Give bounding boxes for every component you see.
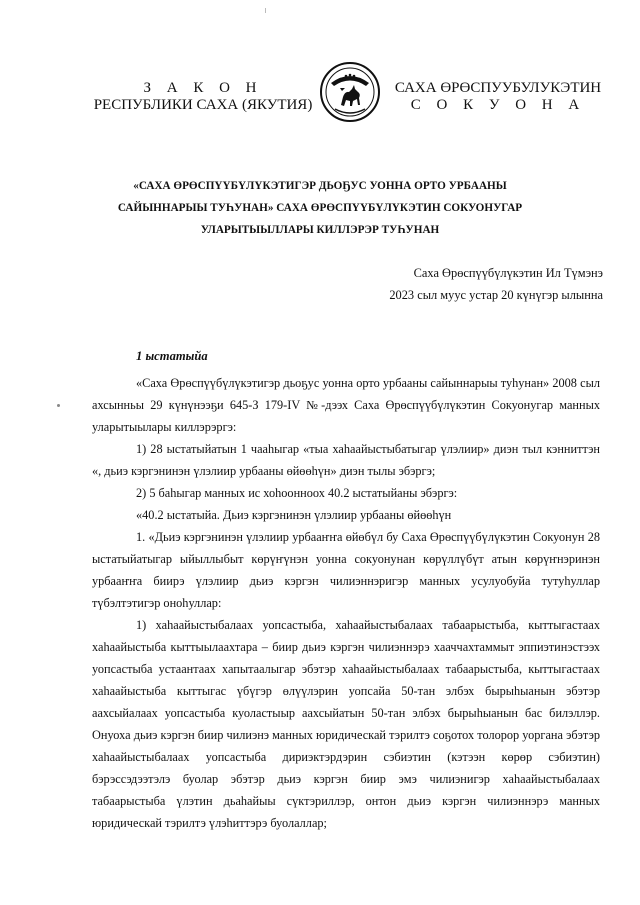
- header-sakha-label: САХА ӨРӨСПУУБУЛУКЭТИН: [394, 80, 602, 96]
- adoption-note: [389, 262, 603, 306]
- header-left: [88, 80, 318, 114]
- adoption-date: 2023 сыл муус устар 20 күнүгэр ылынна: [389, 288, 603, 302]
- paragraph: 1) хаһаайыстыбалаах уопсастыба, хаһаайыстыбалаах табаарыстыба, кыттыгастаах хаһаайыстыба кыттыылаахтара – биир дьиэ кэргэн чилиэннэрэ хааччахтаммыт эппиэтинэстээх уопсастыба устаантаах хапытаалыгар эбэтэр хаһаайыстыбалаах табаарыстыба, кыттыгастаах хаһаайыстыба кыттыгас үбүгэр өлүүлэрин уопсайа 50-тан элбэх бырыһыанын эбэтэр аахсыйалаах уопсастыба куоластыыр аахсыйатын 50-тан элбэх бырыһыанын бас билэллэр. Онуоха дьиэ кэргэн биир чилиэнэ манных юридическай тэрилтэ соҕотох толорор уоргана эбэтэр хаһаайыстыбалаах уопсастыба дириэктэрдэрин сэбиэтин (кэтээн көрөр сэбиэтин) бэрэссэдээтэлэ буолар эбэтэр дьиэ кэргэн биир эмэ чилиэнигэр хаһаайыстыбалаах табаарыстыба үлэтин дьаһайыы сүктэриллэр, онтон дьиэ кэргэн чилиэннэрэ манных юридическай тэрилтэ үлэһиттэрэ буолаллар;: [92, 618, 600, 830]
- scan-dot: [57, 404, 60, 407]
- scan-mark: [265, 8, 266, 13]
- paragraph: 1) 28 ыстатыйатын 1 чааһыгар «тыа хаһаайыстыбатыгар үлэлиир» диэн тыл кэнниттэн «, дьиэ кэргэнинэн үлэлиир урбааны өйөөһүн» диэн тылы эбэргэ;: [92, 442, 600, 478]
- paragraph: 2) 5 баһыгар манных ис хоһоонноох 40.2 ыстатыйаны эбэргэ:: [136, 486, 458, 500]
- paragraph: 1. «Дьиэ кэргэнинэн үлэлиир урбааҥҥа өйөбүл бу Саха Өрөспүүбүлүкэтин Сокуонун 28 ыстатыйатыгар ыйыллыбыт көрүҥүнэн уонна сокуонунан көрүллүбүт атын көрүҥнэринэн урбааҥҥа биирэ үлэлиир дьиэ кэргэн чилиэннэригэр манных усулуобуйа тутуһуллар түбэлтэтигэр оноһуллар:: [92, 530, 600, 610]
- paragraph: «Саха Өрөспүүбүлүкэтигэр дьоҕус уонна орто урбааны сайыннарыы туһунан» 2008 сыл ахсынньы 29 күнүнээҕи 645-З 179-IV №-дээх Саха Өрөспүүбүлүкэтин Сокуонугар манных уларытыылары киллэрэргэ:: [92, 376, 600, 434]
- law-title-line: УЛАРЫТЫЫЛЛАРЫ КИЛЛЭРЭР ТУҺУНАН: [200, 224, 440, 236]
- header-republic-label: РЕСПУБЛИКИ САХА (ЯКУТИЯ): [93, 97, 313, 113]
- law-title: [60, 175, 580, 241]
- paragraph: «40.2 ыстатыйа. Дьиэ кэргэнинэн үлэлиир урбааны өйөөһүн: [136, 508, 452, 522]
- adoption-body: Саха Өрөспүүбүлүкэтин Ил Түмэнэ: [413, 266, 603, 280]
- law-title-line: «САХА ӨРӨСПҮҮБҮЛҮКЭТИГЭР ДЬОҔУС УОННА ОРТО УРБААНЫ: [133, 180, 507, 192]
- coat-of-arms-icon: [319, 61, 381, 123]
- article-heading: 1 ыстатыйа: [136, 349, 208, 363]
- header-law-label: З А К О Н: [143, 80, 263, 96]
- header-right: [388, 80, 608, 114]
- law-title-line: САЙЫННАРЫЫ ТУҺУНАН» САХА ӨРӨСПҮҮБҮЛҮКЭТИН СОКУОНУГАР: [117, 202, 523, 214]
- header-sokuona-label: С О К У О Н А: [410, 97, 586, 113]
- article-body: [92, 372, 600, 834]
